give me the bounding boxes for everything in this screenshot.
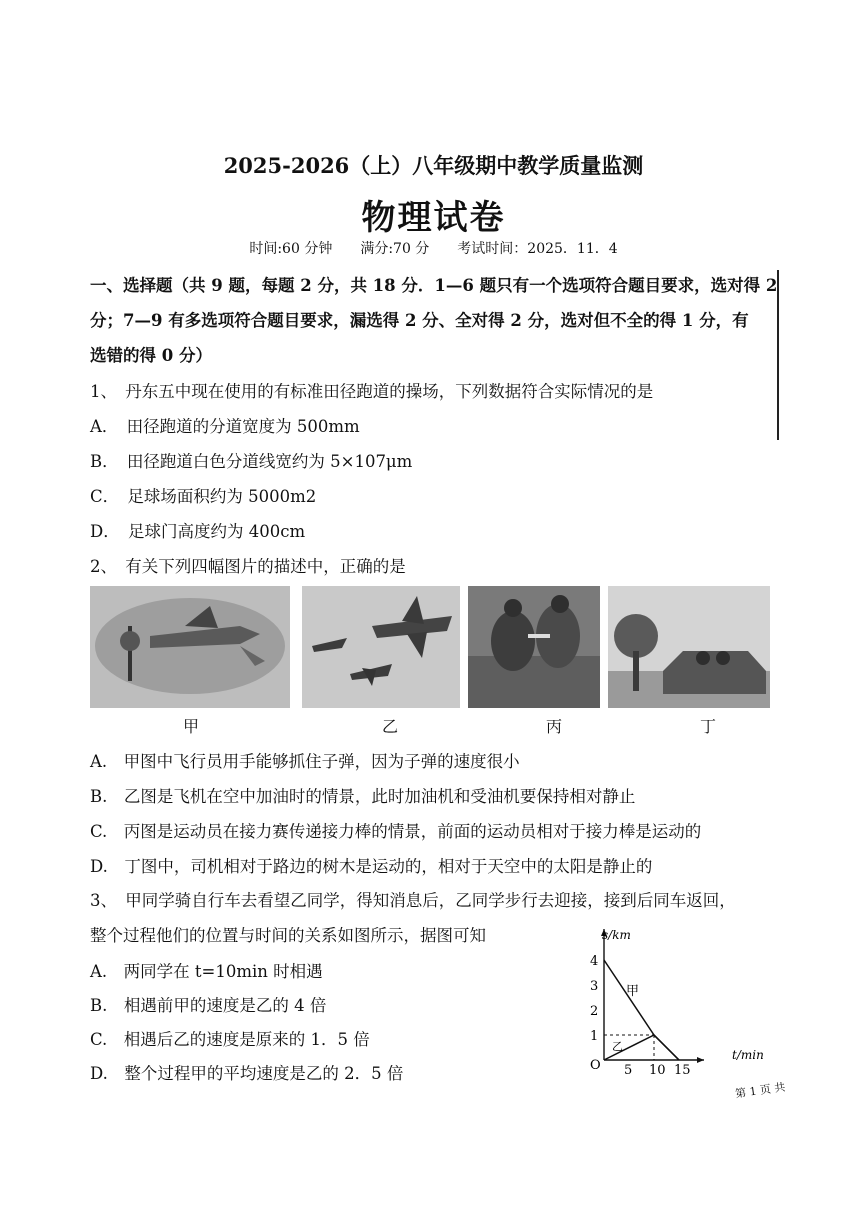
question-1-option-b: B． 田径跑道白色分道线宽约为 5×107μm <box>90 452 413 471</box>
y-tick-label: 1 <box>590 1029 599 1044</box>
position-time-graph <box>580 925 775 1075</box>
origin-label: O <box>590 1058 601 1073</box>
x-tick-label: 5 <box>624 1063 633 1075</box>
y-tick-label: 4 <box>590 954 599 969</box>
x-axis-arrow <box>697 1057 704 1063</box>
section-instructions-line-1: 一、选择题（共 9 题，每题 2 分，共 18 分．1—6 题只有一个选项符合题目要求，选对得 2 <box>90 276 778 295</box>
photo-bing-relay-race <box>468 586 600 708</box>
y-axis-label: s/km <box>602 928 631 942</box>
photo-ding-driver-and-trees <box>608 586 770 708</box>
subject-title: 物理试卷 <box>361 198 506 238</box>
x-axis-label: t/min <box>732 1048 764 1062</box>
question-1-option-a: A． 田径跑道的分道宽度为 500mm <box>90 417 360 436</box>
question-2-option-d: D. 丁图中，司机相对于路边的树木是运动的，相对于天空中的太阳是静止的 <box>90 857 653 876</box>
scan-edge-line <box>777 270 779 440</box>
y-tick-label: 2 <box>590 1004 599 1019</box>
question-1-option-d: D． 足球门高度约为 400cm <box>90 522 306 541</box>
caption-bing: 丙 <box>546 717 563 736</box>
question-1-option-c: C． 足球场面积约为 5000m2 <box>90 487 317 506</box>
series-label-yi: 乙 <box>612 1040 623 1053</box>
question-3-stem-line-1: 3、 甲同学骑自行车去看望乙同学，得知消息后，乙同学步行去迎接，接到后同车返回， <box>90 891 736 910</box>
question-1-stem: 1、 丹东五中现在使用的有标准田径跑道的操场，下列数据符合实际情况的是 <box>90 382 654 401</box>
photo-jia-pilot-catching-bullet <box>90 586 290 708</box>
x-tick-label: 10 <box>649 1063 666 1075</box>
question-2-stem: 2、 有关下列四幅图片的描述中，正确的是 <box>90 557 406 576</box>
exam-title: 2025-2026（上）八年级期中教学质量监测 <box>223 153 644 178</box>
question-3-option-b: B. 相遇前甲的速度是乙的 4 倍 <box>90 996 327 1015</box>
caption-jia: 甲 <box>183 717 200 736</box>
question-3-stem-line-2: 整个过程他们的位置与时间的关系如图所示，据图可知 <box>90 926 486 945</box>
section-instructions-line-3: 选错的得 0 分） <box>90 346 212 365</box>
question-2-option-b: B. 乙图是飞机在空中加油时的情景，此时加油机和受油机要保持相对静止 <box>90 787 636 806</box>
photo-yi-aerial-refueling <box>302 586 460 708</box>
question-3-option-d: D. 整个过程甲的平均速度是乙的 2．5 倍 <box>90 1064 404 1083</box>
x-tick-label: 15 <box>674 1063 691 1075</box>
exam-info: 时间:60 分钟 满分:70 分 考试时间：2025．11．4 <box>249 241 618 257</box>
question-2-option-c: C. 丙图是运动员在接力赛传递接力棒的情景，前面的运动员相对于接力棒是运动的 <box>90 822 702 841</box>
question-3-option-a: A. 两同学在 t=10min 时相遇 <box>90 962 323 981</box>
caption-yi: 乙 <box>382 717 399 736</box>
caption-ding: 丁 <box>700 717 717 736</box>
y-tick-label: 3 <box>590 979 599 994</box>
question-3-option-c: C. 相遇后乙的速度是原来的 1．5 倍 <box>90 1030 370 1049</box>
page-footer: 第 1 页 共 <box>734 1080 787 1101</box>
section-instructions-line-2: 分；7—9 有多选项符合题目要求，漏选得 2 分、全对得 2 分，选对但不全的得 1 分，有 <box>90 311 749 330</box>
series-label-jia: 甲 <box>626 984 640 999</box>
question-2-option-a: A. 甲图中飞行员用手能够抓住子弹，因为子弹的速度很小 <box>90 752 520 771</box>
